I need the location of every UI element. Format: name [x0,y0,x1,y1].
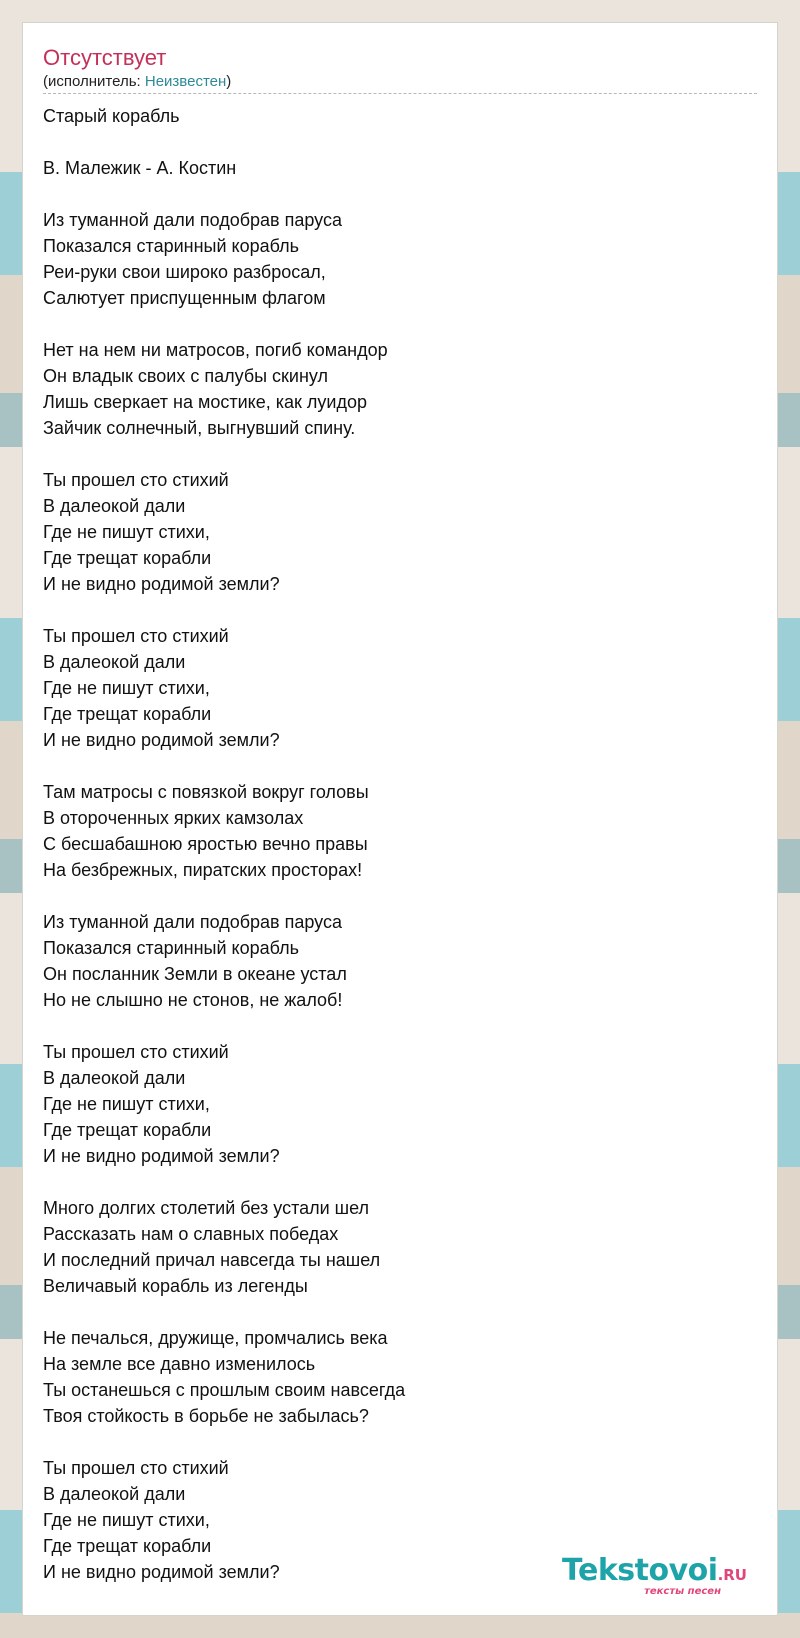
artist-link[interactable]: Неизвестен [144,73,227,90]
logo-name: Tekstovoi [562,1553,718,1588]
lyrics-text: Старый корабль В. Малежик - А. Костин Из туманной дали подобрав паруса Показался старинный корабль Реи-руки свои широко разбросал, Салютует приспущенным флагом Нет на нем ни матросов, погиб командор Он владык своих с палубы скинул Лишь сверкает на мостике, как луидор Зайчик солнечный, выгнувший спину. Ты прошел сто стихий В далеокой дали Где не пишут стихи, Где трещат корабли И не видно родимой земли? Ты прошел сто стихий В далеокой дали Где не пишут стихи, Где трещат корабли И не видно родимой земли? Там матросы с повязкой вокруг головы В оторoченных ярких камзолах С бесшабашною яростью вечно правы На безбрежных, пиратских просторах! Из туманной дали подобрав паруса Показался старинный корабль Он посланник Земли в океане устал Но не слышно не стонов, не жалоб! Ты прошел сто стихий В далеокой дали Где не пишут стихи, Где трещат корабли И не видно родимой земли? Много долгих столетий без устали шел Рассказать нам о славных победах И последний причал навсегда ты нашел Величавый корабль из легенды Не печалься, дружище, промчались века На земле все давно изменилось Ты останешься с прошлым своим навсегда Твоя стойкость в борьбе не забылась? Ты прошел сто стихий В далеокой дали Где не пишут стихи, Где трещат корабли И не видно родимой земли? [43,106,406,1582]
artist-suffix: ) [226,73,232,90]
song-title: Отсутствует [43,45,167,70]
logo-tagline: тексты песен [644,1586,721,1597]
logo-tld: .RU [717,1566,747,1584]
artist-line [43,73,231,90]
artist-prefix: (исполнитель: [43,73,145,90]
lyrics-card [22,22,778,1616]
site-logo[interactable] [562,1553,747,1597]
dashed-divider [43,93,757,94]
